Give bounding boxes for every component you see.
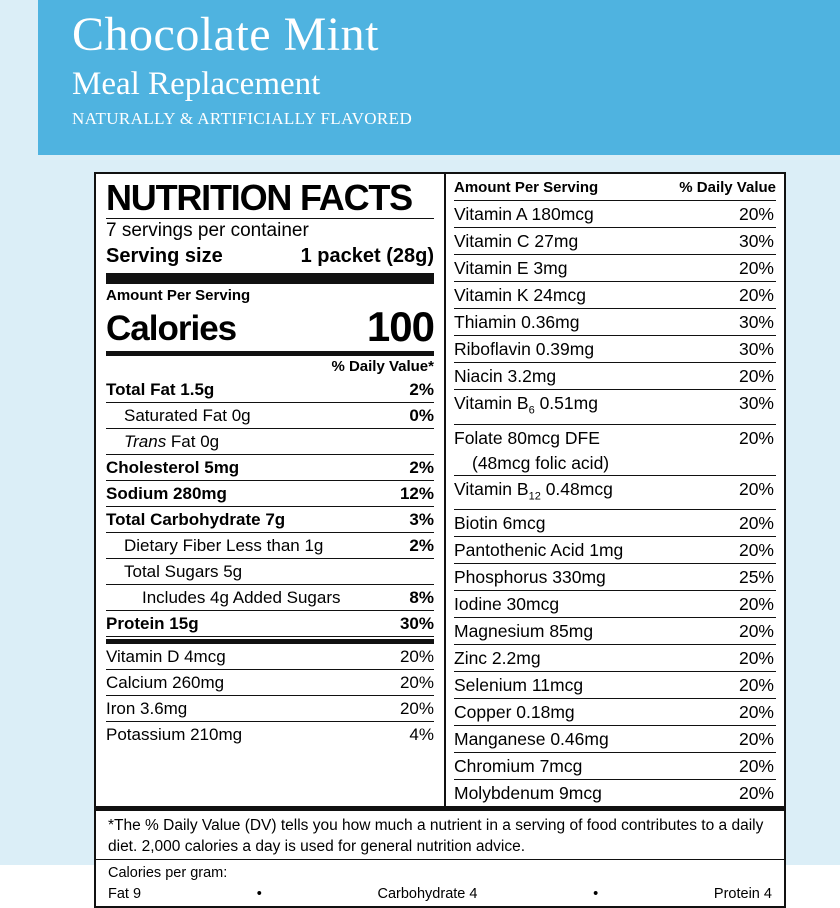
panel-right-column xyxy=(444,174,784,806)
mineral-row xyxy=(106,722,434,747)
mineral-daily-value: 20% xyxy=(399,699,434,718)
micronutrient-row xyxy=(454,281,776,308)
micronutrient-daily-value: 25% xyxy=(738,567,774,587)
micronutrient-row xyxy=(454,389,776,424)
daily-value-header: % Daily Value* xyxy=(331,358,434,375)
nutrition-facts-title: NUTRITION FACTS xyxy=(106,177,412,218)
nutrient-label: Saturated Fat 0g xyxy=(124,406,251,425)
nutrient-daily-value: 3% xyxy=(409,510,434,529)
micronutrient-label: Folate 80mcg DFE xyxy=(454,427,600,448)
right-amount-per-serving-label: Amount Per Serving xyxy=(454,179,599,196)
micronutrient-label: Copper 0.18mg xyxy=(454,702,575,722)
cpg-fat: Fat 9 xyxy=(108,886,142,902)
micronutrient-row xyxy=(454,509,776,536)
calories-per-gram-block xyxy=(96,859,784,906)
micronutrient-row xyxy=(454,590,776,617)
mineral-label: Vitamin D 4mcg xyxy=(106,647,226,666)
micronutrient-daily-value: 20% xyxy=(738,258,774,278)
micronutrient-daily-value: 30% xyxy=(738,339,774,359)
micronutrient-row xyxy=(454,227,776,254)
micronutrient-daily-value: 20% xyxy=(738,675,774,695)
calories-label: Calories xyxy=(106,309,237,348)
panel-left-column xyxy=(96,174,444,806)
nutrient-row xyxy=(106,377,434,403)
nutrient-row xyxy=(106,585,434,611)
nutrient-row xyxy=(106,403,434,429)
product-title: Chocolate Mint xyxy=(72,8,379,61)
nutrient-row xyxy=(106,455,434,481)
micronutrient-label: Molybdenum 9mcg xyxy=(454,783,602,803)
flavor-disclaimer: NATURALLY & ARTIFICIALLY FLAVORED xyxy=(72,109,413,128)
micronutrient-daily-value: 20% xyxy=(738,621,774,641)
nutrient-label: Includes 4g Added Sugars xyxy=(142,588,341,607)
nutrient-row xyxy=(106,559,434,585)
mineral-daily-value: 4% xyxy=(409,725,434,744)
micronutrient-daily-value: 20% xyxy=(738,204,774,224)
micronutrient-row xyxy=(454,536,776,563)
nutrient-label: Cholesterol 5mg xyxy=(106,458,240,477)
mineral-row xyxy=(106,670,434,696)
nutrient-label: Total Carbohydrate 7g xyxy=(106,510,286,529)
micronutrient-daily-value: 20% xyxy=(738,513,774,533)
micronutrient-daily-value: 20% xyxy=(738,478,774,499)
nutrient-label: Trans Fat 0g xyxy=(124,432,220,451)
cpg-protein: Protein 4 xyxy=(713,886,772,902)
nutrient-daily-value: 2% xyxy=(409,536,434,555)
micronutrient-row xyxy=(454,698,776,725)
nutrient-row xyxy=(106,611,434,637)
micronutrient-label: Vitamin K 24mcg xyxy=(454,285,586,305)
micronutrient-daily-value: 20% xyxy=(738,729,774,749)
micronutrient-row xyxy=(454,644,776,671)
product-subtitle: Meal Replacement xyxy=(72,66,321,102)
nutrition-facts-panel xyxy=(94,172,786,908)
micronutrient-label: Vitamin $B_{12}$ 0.48mcg xyxy=(454,478,613,502)
micronutrient-row xyxy=(454,335,776,362)
daily-value-footnote: *The % Daily Value (DV) tells you how much a nutrient in a serving of food contributes to a daily diet. 2,000 calories a day is used for general nutrition advice. xyxy=(96,806,784,859)
mineral-row xyxy=(106,696,434,722)
nutrient-label: Total Fat 1.5g xyxy=(106,380,215,399)
micronutrient-row xyxy=(454,308,776,335)
cpg-separator-2: • xyxy=(593,886,599,902)
micronutrient-daily-value: 20% xyxy=(738,427,774,448)
nutrient-row xyxy=(106,533,434,559)
panel-columns xyxy=(96,174,784,806)
serving-size-label: Serving size xyxy=(106,245,223,267)
micronutrient-daily-value: 20% xyxy=(738,783,774,803)
nutrient-list xyxy=(106,377,434,637)
micronutrient-row xyxy=(454,563,776,590)
micronutrient-label: Manganese 0.46mg xyxy=(454,729,609,749)
micronutrient-daily-value: 20% xyxy=(738,702,774,722)
nutrient-label: Protein 15g xyxy=(106,614,199,633)
micronutrient-label: Vitamin A 180mcg xyxy=(454,204,594,224)
micronutrient-label: Chromium 7mcg xyxy=(454,756,583,776)
micronutrient-row xyxy=(454,752,776,779)
micronutrient-row xyxy=(454,200,776,227)
mineral-daily-value: 20% xyxy=(399,673,434,692)
micronutrient-row xyxy=(454,725,776,752)
cpg-carb: Carbohydrate 4 xyxy=(377,886,478,902)
micronutrient-daily-value: 30% xyxy=(738,312,774,332)
micronutrient-row xyxy=(454,779,776,806)
servings-per-container: 7 servings per container xyxy=(106,220,309,241)
mineral-daily-value: 20% xyxy=(399,647,434,666)
calories-value: 100 xyxy=(366,303,434,350)
cpg-separator-1: • xyxy=(256,886,262,902)
micronutrient-label: Iodine 30mcg xyxy=(454,594,560,614)
nutrient-daily-value: 2% xyxy=(409,380,434,399)
nutrient-daily-value: 30% xyxy=(399,614,434,633)
calories-per-gram-row xyxy=(108,883,772,904)
calories-per-gram-label: Calories per gram: xyxy=(108,865,228,881)
nutrient-label: Sodium 280mg xyxy=(106,484,227,503)
micronutrient-row xyxy=(454,424,776,451)
micronutrient-daily-value: 20% xyxy=(738,540,774,560)
micronutrient-label: Vitamin E 3mg xyxy=(454,258,568,278)
right-daily-value-label: % Daily Value xyxy=(679,179,776,196)
micronutrient-daily-value: 20% xyxy=(738,366,774,386)
nutrient-row xyxy=(106,429,434,455)
micronutrient-label: Magnesium 85mg xyxy=(454,621,594,641)
nutrient-daily-value: 2% xyxy=(409,458,434,477)
micronutrient-label: Vitamin $B_6$ 0.51mg xyxy=(454,393,598,417)
micronutrient-row xyxy=(454,671,776,698)
mineral-label: Iron 3.6mg xyxy=(106,699,188,718)
mineral-row xyxy=(106,644,434,670)
calories-row xyxy=(106,303,434,350)
vitamin-mineral-list xyxy=(106,644,434,747)
nutrient-daily-value: 8% xyxy=(409,588,434,607)
divider-thick xyxy=(106,273,434,284)
mineral-label: Potassium 210mg xyxy=(106,725,243,744)
micronutrient-list xyxy=(454,200,776,806)
micronutrient-label: Zinc 2.2mg xyxy=(454,648,541,668)
nutrient-daily-value: 0% xyxy=(409,406,434,425)
micronutrient-label: Thiamin 0.36mg xyxy=(454,312,580,332)
amount-per-serving-label: Amount Per Serving xyxy=(106,287,251,304)
micronutrient-daily-value: 30% xyxy=(738,231,774,251)
micronutrient-label: Vitamin C 27mg xyxy=(454,231,579,251)
nutrient-label: Dietary Fiber Less than 1g xyxy=(124,536,324,555)
micronutrient-label: Riboflavin 0.39mg xyxy=(454,339,595,359)
micronutrient-label: Biotin 6mcg xyxy=(454,513,546,533)
micronutrient-sub-label: (48mcg folic acid) xyxy=(472,452,610,473)
micronutrient-label: Phosphorus 330mg xyxy=(454,567,606,587)
micronutrient-daily-value: 20% xyxy=(738,594,774,614)
nutrient-row xyxy=(106,481,434,507)
micronutrient-daily-value: 30% xyxy=(738,393,774,413)
right-column-header xyxy=(454,178,776,200)
mineral-label: Calcium 260mg xyxy=(106,673,225,692)
product-banner xyxy=(38,0,840,155)
micronutrient-row xyxy=(454,617,776,644)
micronutrient-daily-value: 20% xyxy=(738,756,774,776)
micronutrient-daily-value: 20% xyxy=(738,648,774,668)
micronutrient-label: Pantothenic Acid 1mg xyxy=(454,540,624,560)
micronutrient-row xyxy=(454,362,776,389)
nutrient-row xyxy=(106,507,434,533)
nutrient-daily-value: 12% xyxy=(399,484,434,503)
micronutrient-label: Selenium 11mcg xyxy=(454,675,584,695)
micronutrient-daily-value: 20% xyxy=(738,285,774,305)
serving-size-value: 1 packet (28g) xyxy=(300,245,434,267)
nutrient-label: Total Sugars 5g xyxy=(124,562,243,581)
serving-size-row xyxy=(106,243,434,271)
micronutrient-row xyxy=(454,254,776,281)
micronutrient-row xyxy=(454,475,776,510)
micronutrient-label: Niacin 3.2mg xyxy=(454,366,557,386)
